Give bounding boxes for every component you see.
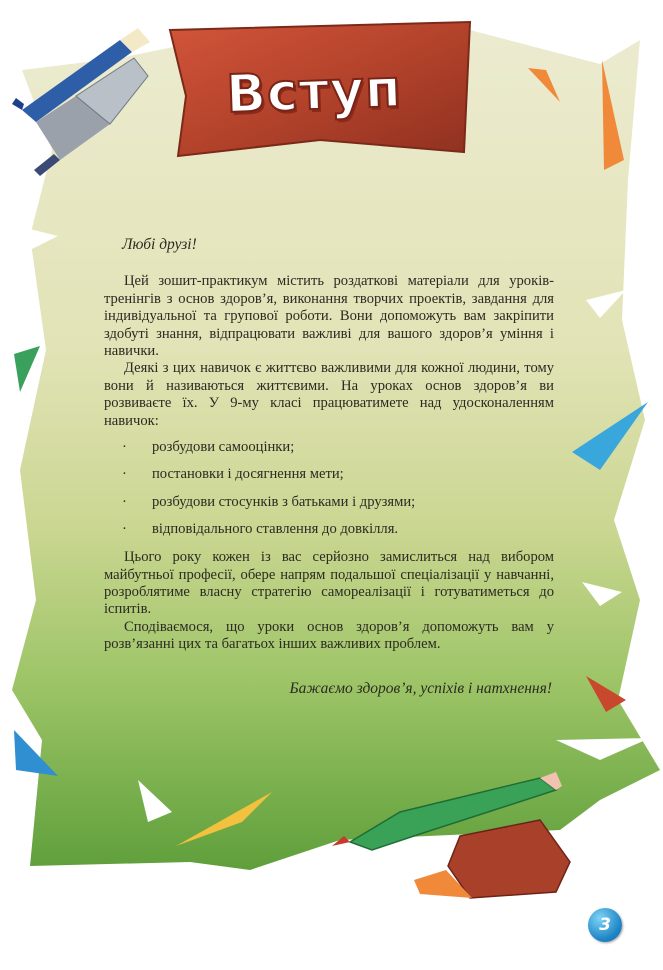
paragraph: Сподіваємося, що уроки основ здоров’я допоможуть вам у розв’язанні цих та багатьох інших важливих проблем. xyxy=(104,618,554,653)
list-item-text: відповідального ставлення до довкілля. xyxy=(152,520,399,537)
bullet: · xyxy=(122,466,127,483)
closing-wish: Бажаємо здоров’я, успіхів і натхнення! xyxy=(289,679,552,697)
list-item-text: постановки і досягнення мети; xyxy=(152,466,344,483)
bullet: · xyxy=(122,493,127,510)
bullet: · xyxy=(122,520,127,537)
page-number-badge xyxy=(588,908,622,942)
list-item xyxy=(104,461,554,488)
intro-text xyxy=(104,236,554,697)
page-number: 3 xyxy=(599,915,611,935)
page-title: Вступ xyxy=(225,58,403,126)
list-item xyxy=(104,434,554,461)
list-item xyxy=(104,516,554,543)
skills-list xyxy=(104,434,554,543)
bullet: · xyxy=(122,439,127,456)
greeting: Любі друзі! xyxy=(122,236,197,253)
list-item-text: розбудови самооцінки; xyxy=(152,439,295,456)
paragraph: Цього року кожен із вас серйозно замислиться над вибором майбутньої професії, обере напрям подальшої спеціалізації у навчанні, розроблятиме власну стратегію самореалізації і готуватиметься до іспитів. xyxy=(104,549,554,618)
list-item-text: розбудови стосунків з батьками і друзями; xyxy=(152,493,416,510)
paragraph: Цей зошит-практикум містить роздаткові матеріали для уроків-тренінгів з основ здоров’я, виконання творчих проектів, завдання для індивідуальної та групової роботи. Вони допоможуть вам закріпити здобуті знання, відпрацювати важливі для вашого здоров’я уміння і навички. xyxy=(104,273,554,360)
list-item xyxy=(104,489,554,516)
decor-triangle xyxy=(14,346,40,392)
paragraph: Деякі з цих навичок є життєво важливими для кожної людини, тому вони й називаються життєвими. На уроках основ здоров’я ви розвиваєте їх. У 9-му класі працюватимете над удосконаленням навичок: xyxy=(104,360,554,429)
